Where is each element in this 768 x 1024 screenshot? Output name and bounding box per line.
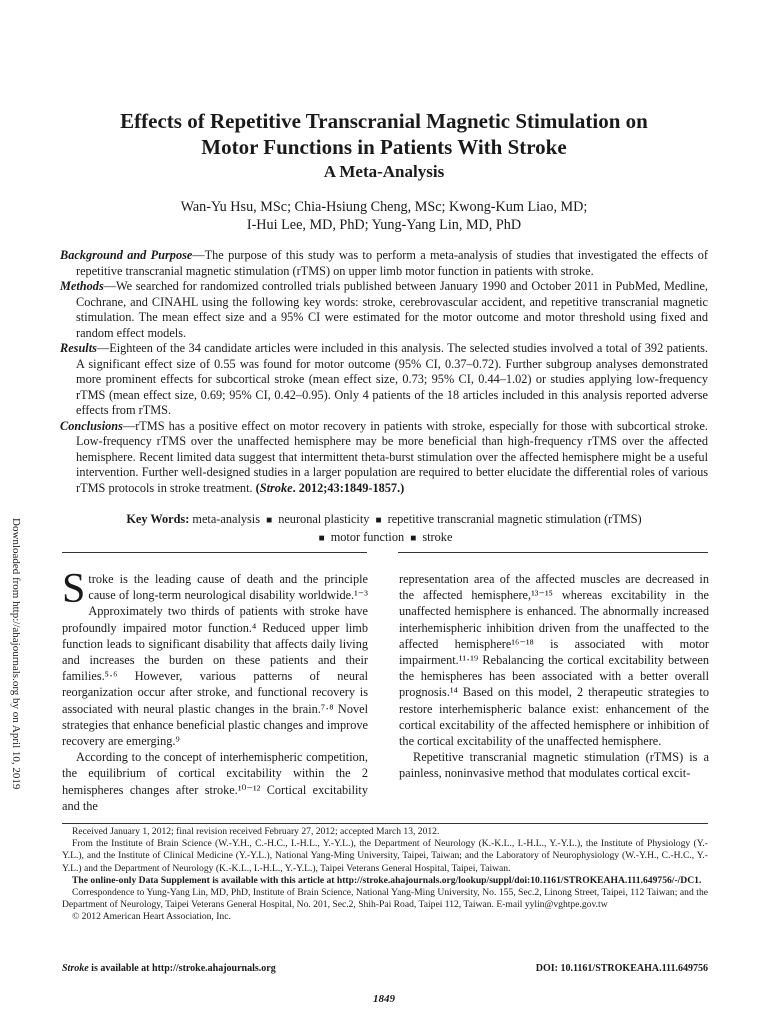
citation-journal: Stroke bbox=[259, 480, 293, 495]
citation-open: ( bbox=[255, 480, 260, 495]
separator-square-icon: ■ bbox=[375, 515, 382, 526]
body-text: troke is the leading cause of death and the principle cause of long-term neurological disability worldwide.¹⁻³ Approximately two thirds of patients with stroke have profoundly impaired motor function.⁴ Reduced upper limb function leads to significant disability that affects daily living and increases the burden on these patients and their families.⁵·⁶ However, various patterns of neural reorganization occur after stroke, and functional recovery is associated with neural plastic changes in the brain.⁷·⁸ Novel strategies that enhance beneficial plastic changes and improve recovery are emerging.⁹ bbox=[62, 572, 368, 749]
body-column-right bbox=[399, 571, 709, 782]
abstract-methods bbox=[60, 279, 708, 341]
abstract-results bbox=[60, 341, 708, 419]
journal-name: Stroke bbox=[62, 963, 89, 974]
keywords-line-1 bbox=[60, 511, 708, 529]
authors-line-1: Wan-Yu Hsu, MSc; Chia-Hsiung Cheng, MSc; Kwong-Kum Liao, MD; bbox=[180, 199, 588, 215]
keyword-4: motor function bbox=[330, 530, 405, 544]
background-label: Background and Purpose bbox=[60, 248, 193, 262]
body-paragraph: Repetitive transcranial magnetic stimulation (rTMS) is a painless, noninvasive method that modulates cortical excit- bbox=[399, 750, 709, 781]
title-line-1: Effects of Repetitive Transcranial Magnetic Stimulation on bbox=[120, 109, 648, 133]
doi: DOI: 10.1161/STROKEAHA.111.649756 bbox=[535, 963, 708, 974]
keyword-2: neuronal plasticity bbox=[278, 512, 370, 526]
drop-cap: S bbox=[62, 566, 86, 612]
abstract-conclusions bbox=[60, 419, 708, 497]
column-rule-left bbox=[62, 552, 367, 553]
methods-text: —We searched for randomized controlled trials published between January 1990 and October 2011 in PubMed, Medline, Cochrane, and CINAHL using the following key words: stroke, cerebrovascular accident, and repetitive transcranial magnetic stimulation. The mean effect size and a 95% CI were estimated for the motor outcome and motor threshold using fixed and random effect models. bbox=[76, 279, 708, 340]
conclusions-text: —rTMS has a positive effect on motor recovery in patients with stroke, especially for those with subcortical stroke. Low-frequency rTMS over the unaffected hemisphere may be more beneficial than high-frequency rTMS over the affected hemisphere. Recent limited data suggest that intermittent theta-burst stimulation over the affected hemisphere might be a useful intervention. Further well-designed studies in a larger population are required to better elucidate the differential roles of various rTMS protocols in stroke treatment. bbox=[76, 418, 708, 495]
keywords-line-2 bbox=[60, 529, 708, 547]
body-paragraph: representation area of the affected muscles are decreased in the affected hemisphere,¹³⁻¹⁵ whereas excitability in the unaffected hemisphere is enhanced. The abnormally increased interhemispheric inhibition driven from the unaffected to the affected hemisphere¹⁶⁻¹⁸ is associated with motor impairment.¹¹·¹⁹ Rebalancing the cortical excitability between the hemispheres has been associated with a better overall prognosis.¹⁴ Based on this model, 2 therapeutic strategies to restore interhemispheric balance exist: enhancement of the cortical excitability of the affected hemisphere or inhibition of the cortical excitability of the unaffected hemisphere. bbox=[399, 572, 709, 749]
abstract bbox=[60, 248, 708, 496]
results-text: —Eighteen of the 34 candidate articles were included in this analysis. The selected studies involved a total of 392 patients. A significant effect size of 0.55 was found for motor outcome (95% CI, 0.37–0.72). Further subgroup analyses demonstrated more prominent effects for subcortical stroke (mean effect size, 0.73; 95% CI, 0.44–1.02) or studies applying low-frequency rTMS (mean effect size, 0.69; 95% CI, 0.42–0.95). Only 4 patients of the 18 articles included in this analysis reported adverse effects from rTMS. bbox=[76, 341, 708, 417]
background-text: —The purpose of this study was to perform a meta-analysis of studies that investigated the effects of repetitive transcranial magnetic stimulation (rTMS) on upper limb motor function in patients with stroke. bbox=[76, 248, 709, 278]
footnotes bbox=[62, 826, 708, 924]
results-label: Results bbox=[60, 341, 97, 355]
correspondence: Correspondence to Yung-Yang Lin, MD, PhD, Institute of Brain Science, National Yang-Ming University, No. 155, Sec.2, Linong Street, Taipei, 112 Taiwan; and the Department of Neurology, Taipei Veterans General Hospital, No. 201, Sec.2, Shih-Pai Road, Taipei 112, Taiwan. E-mail yylin@vghtpe.gov.tw bbox=[62, 887, 708, 911]
body-paragraph: According to the concept of interhemispheric competition, the equilibrium of cortical excitability within the 2 hemispheres changes after stroke.¹⁰⁻¹² Cortical excitability and the bbox=[62, 750, 368, 813]
column-rule-right bbox=[398, 552, 708, 553]
footnote-rule bbox=[62, 823, 708, 824]
body-paragraph bbox=[62, 566, 368, 749]
data-supplement-note: The online-only Data Supplement is available with this article at http://stroke.ahajournals.org/lookup/suppl/doi:10.1161/STROKEAHA.111.649756/-/DC1. bbox=[72, 874, 702, 886]
keywords-label: Key Words: bbox=[126, 512, 190, 526]
citation bbox=[256, 481, 405, 495]
journal-availability bbox=[62, 963, 276, 974]
methods-label: Methods bbox=[60, 279, 104, 293]
article-subtitle: A Meta-Analysis bbox=[323, 162, 445, 181]
keyword-5: stroke bbox=[422, 530, 453, 544]
key-words bbox=[60, 511, 708, 547]
body-column-left bbox=[62, 566, 368, 814]
conclusions-label: Conclusions bbox=[60, 418, 123, 433]
author-list bbox=[60, 198, 708, 234]
page-number: 1849 bbox=[373, 993, 395, 1005]
affiliations: From the Institute of Brain Science (W.-Y.H., C.-H.C., I.-H.L., Y.-Y.L.), the Department of Neurology (K.-K.L., I.-H.L., Y.-Y.L.), the Institute of Physiology (Y.-Y.L.), and the Institute of Clinical Medicine (Y.-Y.L.), National Yang-Ming University, Taipei, Taiwan; and the Laboratory of Neurophysiology (W.-Y.H., C.-H.C., Y.-Y.L.) and the Department of Neurology (K.-K.L., I.-H.L., Y.-Y.L.), Taipei Veterans General Hospital, Taipei, Taiwan. bbox=[62, 838, 708, 874]
article-title bbox=[40, 108, 728, 160]
separator-square-icon: ■ bbox=[266, 515, 273, 526]
copyright: © 2012 American Heart Association, Inc. bbox=[72, 911, 231, 923]
separator-square-icon: ■ bbox=[410, 533, 417, 544]
keyword-1: meta-analysis bbox=[192, 512, 260, 526]
title-line-2: Motor Functions in Patients With Stroke bbox=[201, 135, 567, 159]
journal-url: is available at http://stroke.ahajournals.org bbox=[88, 963, 276, 974]
abstract-background bbox=[60, 248, 708, 279]
citation-rest: . 2012;43:1849-1857.) bbox=[292, 480, 405, 495]
keyword-3: repetitive transcranial magnetic stimulation (rTMS) bbox=[387, 512, 642, 526]
separator-square-icon: ■ bbox=[318, 533, 325, 544]
received-dates: Received January 1, 2012; final revision received February 27, 2012; accepted March 13, 2012. bbox=[72, 826, 440, 837]
authors-line-2: I-Hui Lee, MD, PhD; Yung-Yang Lin, MD, PhD bbox=[246, 217, 522, 233]
download-watermark: Downloaded from http://ahajournals.org by on April 10, 2019 bbox=[10, 518, 22, 790]
